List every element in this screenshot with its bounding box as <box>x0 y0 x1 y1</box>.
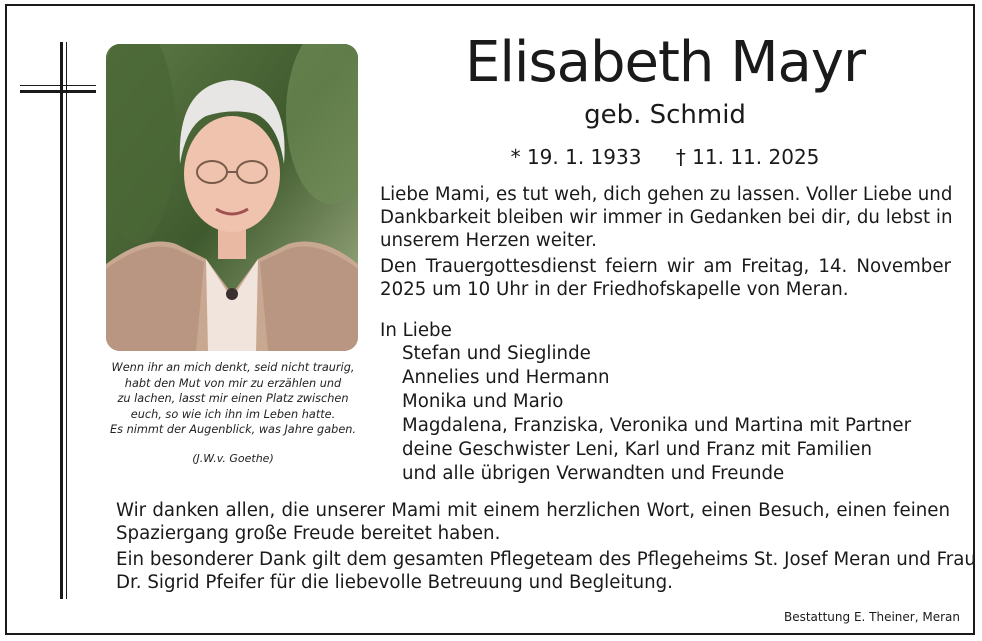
cross-vertical-bar <box>60 42 63 599</box>
mourner-entry: Annelies und Hermann <box>402 367 610 388</box>
mourners-intro: In Liebe <box>380 320 452 341</box>
message-line: Liebe Mami, es tut weh, dich gehen zu lassen. Voller Liebe und <box>380 184 953 205</box>
message-line: 2025 um 10 Uhr in der Friedhofskapelle von Meran. <box>380 279 849 300</box>
quote-text <box>100 360 366 438</box>
mourner-entry: Magdalena, Franziska, Veronika und Martina mit Partner <box>402 415 912 436</box>
quote-line: Wenn ihr an mich denkt, seid nicht traurig, <box>111 361 355 374</box>
cross-horizontal-line <box>20 85 96 86</box>
quote-line: Es nimmt der Augenblick, was Jahre gaben. <box>109 423 357 436</box>
message-line: Den Trauergottesdienst feiern wir am Freitag, 14. November <box>380 256 951 277</box>
death-date: † 11. 11. 2025 <box>675 145 820 169</box>
message-line: Dankbarkeit bleiben wir immer in Gedanken bei dir, du lebst in <box>380 207 953 228</box>
thanks-line: Dr. Sigrid Pfeifer für die liebevolle Betreuung und Begleitung. <box>116 572 673 593</box>
life-dates <box>380 145 950 169</box>
message-line: unserem Herzen weiter. <box>380 230 597 251</box>
mourner-entry: und alle übrigen Verwandten und Freunde <box>402 463 785 484</box>
mourner-entry: deine Geschwister Leni, Karl und Franz mit Familien <box>402 439 872 460</box>
quote-line: habt den Mut von mir zu erzählen und <box>124 376 342 390</box>
portrait-illustration <box>106 44 358 351</box>
quote-line: zu lachen, lasst mir einen Platz zwischen <box>117 392 349 405</box>
birth-date: * 19. 1. 1933 <box>510 145 642 169</box>
quote-author: (J.W.v. Goethe) <box>192 452 274 465</box>
cross-vertical-line <box>66 42 67 599</box>
mourner-entry: Stefan und Sieglinde <box>402 343 591 364</box>
mourner-entry: Monika und Mario <box>402 391 564 412</box>
portrait-photo <box>106 44 358 351</box>
cross-horizontal-bar <box>20 90 96 93</box>
undertaker-credit: Bestattung E. Theiner, Meran <box>783 610 960 624</box>
quote-line: euch, so wie ich ihn im Leben hatte. <box>130 407 336 421</box>
thanks-line: Wir danken allen, die unserer Mami mit einem herzlichen Wort, einen Besuch, einen feinen <box>116 500 950 521</box>
deceased-name: Elisabeth Mayr <box>464 30 866 95</box>
thanks-line: Ein besonderer Dank gilt dem gesamten Pflegeteam des Pflegeheims St. Josef Meran und Frau <box>116 549 976 570</box>
maiden-name: geb. Schmid <box>584 100 746 130</box>
thanks-line: Spaziergang große Freude bereitet haben. <box>116 523 501 544</box>
